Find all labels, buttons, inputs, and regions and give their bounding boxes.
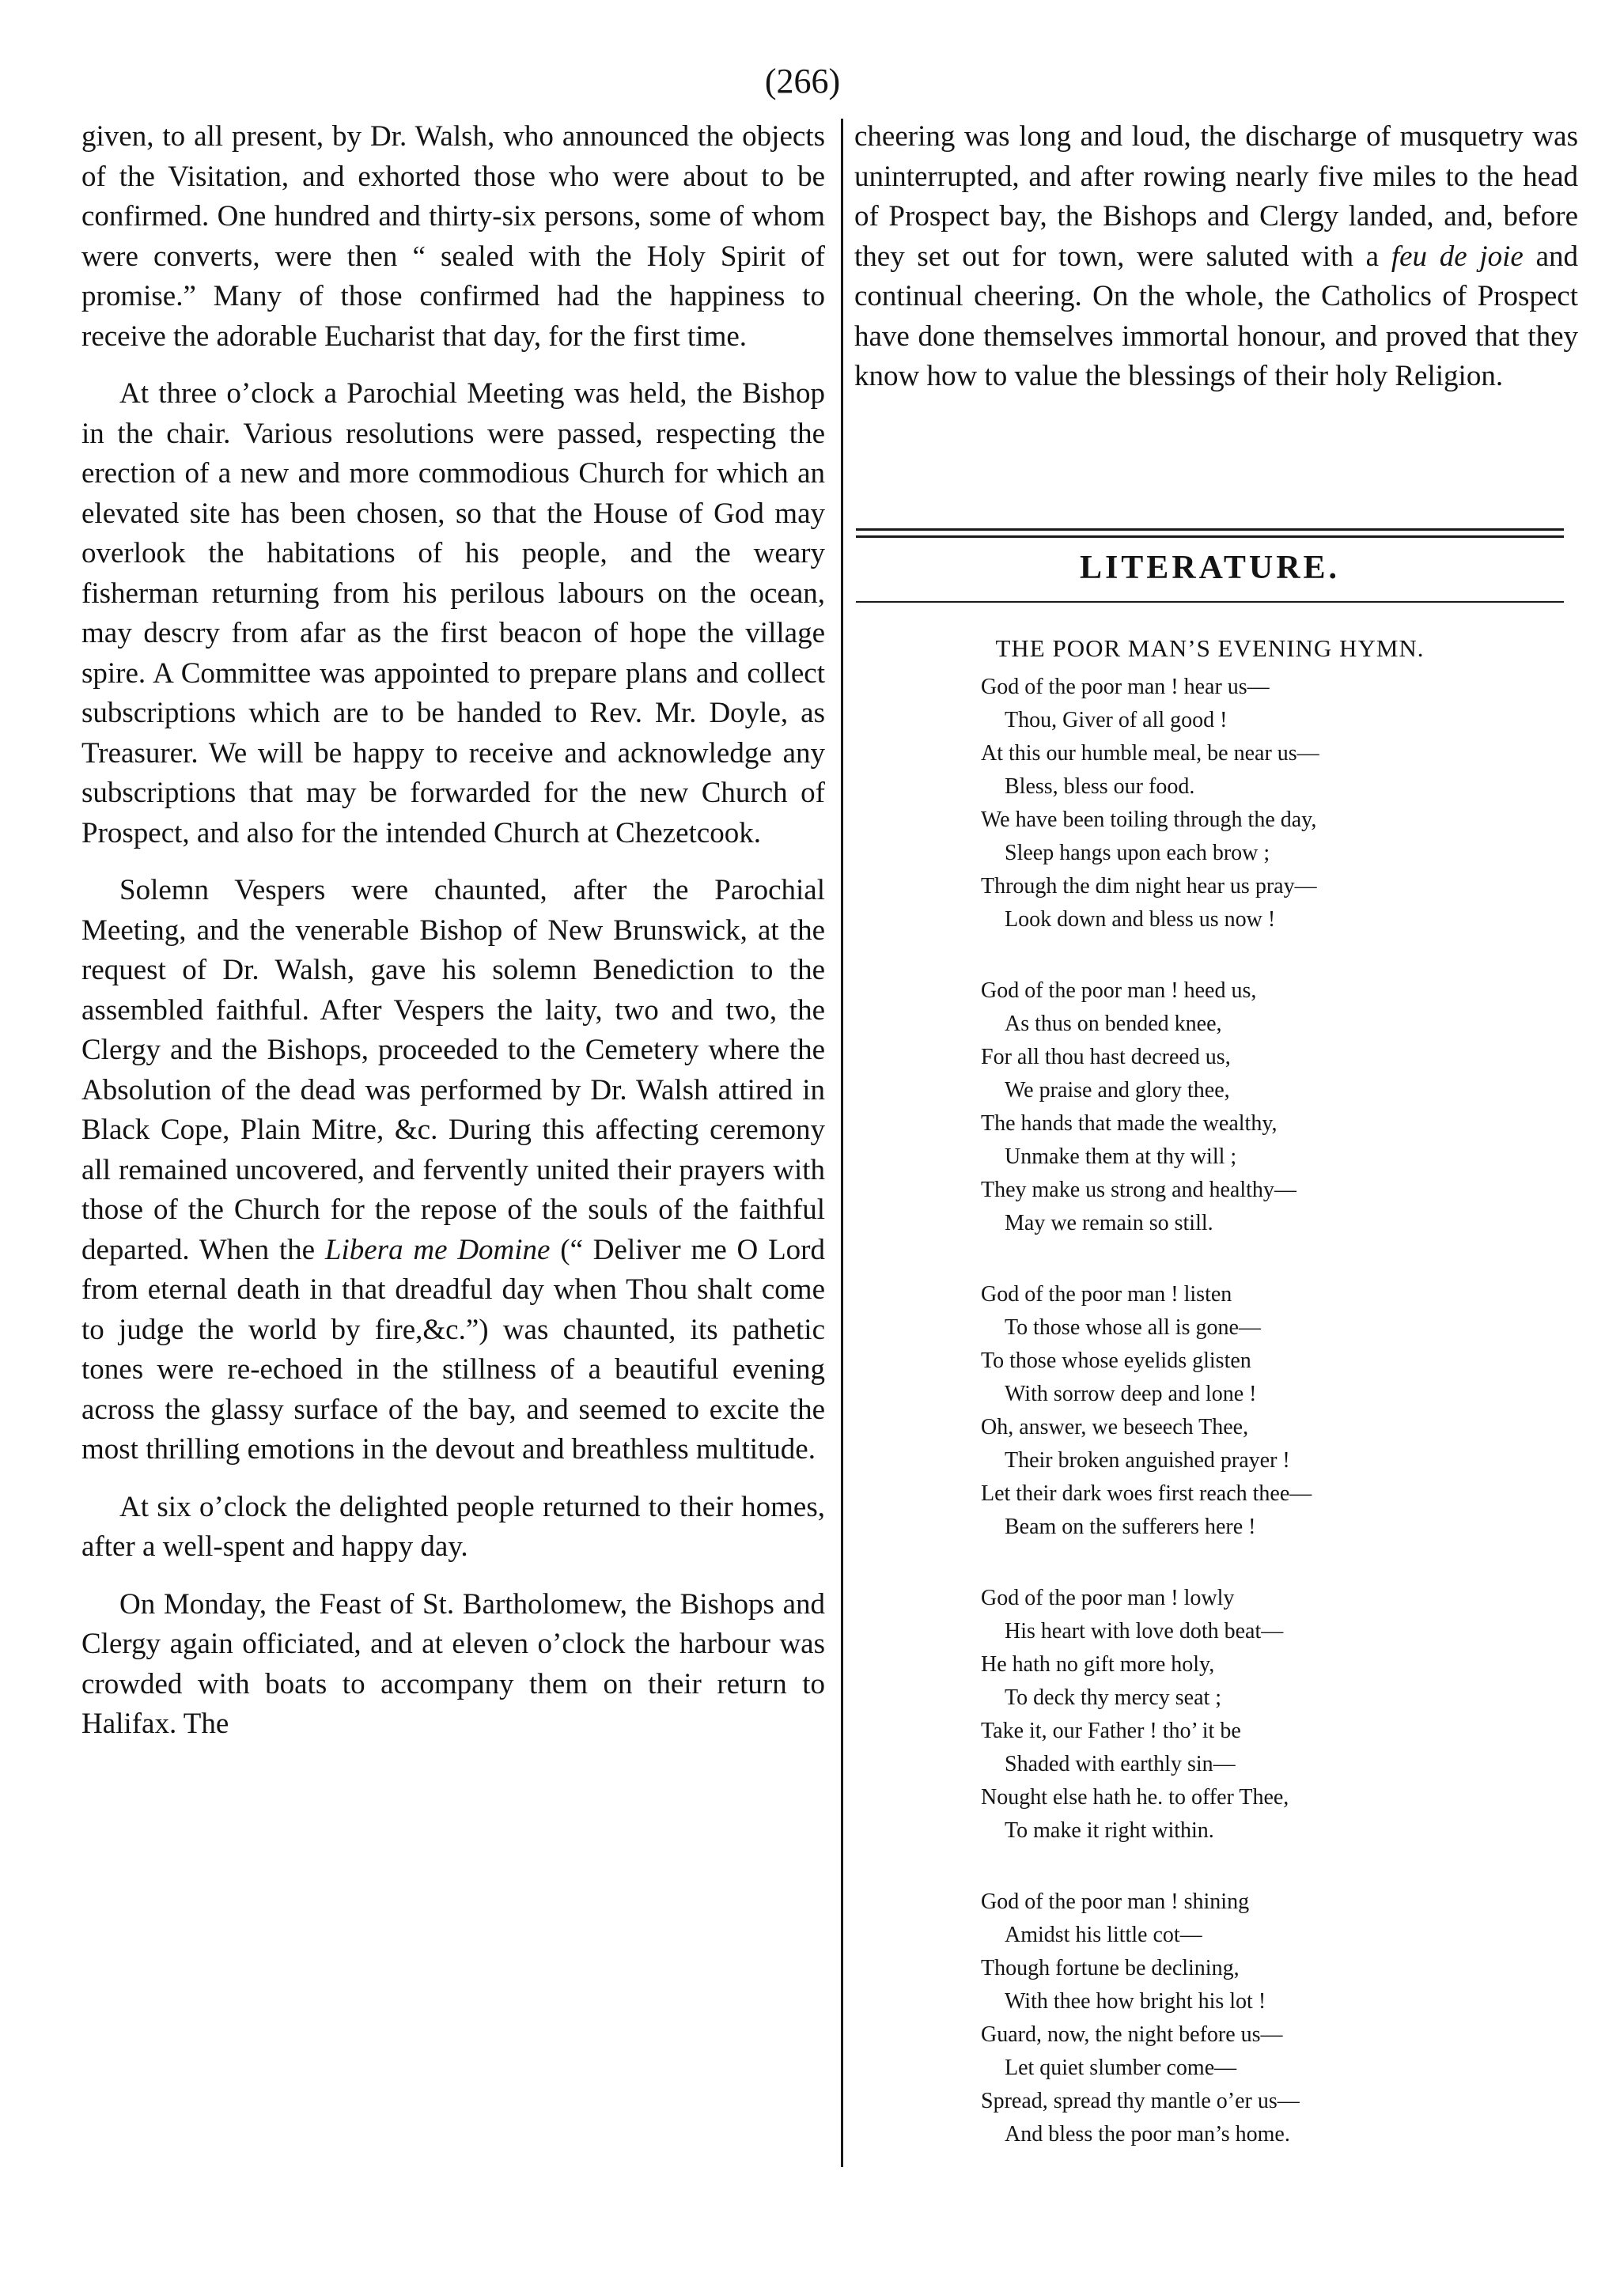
poem-title: THE POOR MAN’S EVENING HYMN. — [995, 634, 1425, 662]
left-column — [81, 117, 825, 1762]
poem-line: The hands that made the wealthy, — [981, 1111, 1278, 1136]
paragraph-cheering — [854, 117, 1578, 397]
poem-line: Though fortune be declining, — [981, 1956, 1240, 1980]
column-divider — [841, 119, 843, 2167]
poem-line: And bless the poor man’s home. — [1005, 2122, 1290, 2147]
heading-rule — [856, 601, 1564, 603]
poem-line: To deck thy mercy seat ; — [1005, 1685, 1222, 1710]
poem-line: They make us strong and healthy— — [981, 1178, 1296, 1202]
poem-line: Oh, answer, we beseech Thee, — [981, 1415, 1249, 1439]
poem-line: For all thou hast decreed us, — [981, 1045, 1231, 1069]
poem-line: Thou, Giver of all good ! — [1005, 708, 1228, 732]
poem-line: To those whose all is gone— — [1005, 1315, 1261, 1340]
page-number: (266) — [764, 62, 841, 100]
poem-stanza — [981, 671, 1582, 936]
paragraph-parochial-meeting: At three o’clock a Parochial Meeting was held, the Bishop in the chair. Various resolutions were passed, respecting the erection of a new and more commodious Church for which an elevated site has been chosen, so that the House of God may overlook the habitations of his people, and the weary fisherman returning from his perilous labours on the ocean, may descry from afar as the first beacon of hope the village spire. A Committee was appointed to prepare plans and collect subscriptions which are to be handed to Rev. Mr. Doyle, as Treasurer. We will be happy to receive and acknowledge any subscriptions that may be forwarded for the new Church of Prospect, and also for the intended Church at Chezetcook. — [81, 377, 825, 849]
poem-line: Nought else hath he. to offer Thee, — [981, 1785, 1289, 1810]
section-divider — [856, 528, 1564, 538]
poem-stanza — [981, 1278, 1582, 1544]
poem-line: Let their dark woes first reach thee— — [981, 1481, 1312, 1506]
poem-line: To those whose eyelids glisten — [981, 1348, 1251, 1373]
poem-line: Amidst his little cot— — [1005, 1923, 1202, 1947]
poem-line: Spread, spread thy mantle o’er us— — [981, 2089, 1300, 2113]
poem-line: Beam on the sufferers here ! — [1005, 1515, 1256, 1539]
poem-stanza — [981, 974, 1582, 1240]
poem-stanza — [981, 1886, 1582, 2151]
poem-line: May we remain so still. — [1005, 1211, 1213, 1235]
paragraph-confirmation: given, to all present, by Dr. Walsh, who announced the objects of the Visitation, and exhorted those who were about to be confirmed. One hundred and thirty-six persons, some of whom were converts, were then “ sealed with the Holy Spirit of promise.” Many of those confirmed had the happiness to receive the adorable Eucharist that day, for the first time. — [81, 120, 825, 353]
poem-line: We have been toiling through the day, — [981, 808, 1317, 832]
poem-line: With thee how bright his lot ! — [1005, 1989, 1266, 2014]
poem-line: With sorrow deep and lone ! — [1005, 1382, 1257, 1406]
poem-line: We praise and glory thee, — [1005, 1078, 1230, 1103]
paragraph-return-home: At six o’clock the delighted people returned to their homes, after a well-spent and happy day. — [81, 1490, 825, 1563]
cheering-continued: and continual cheering. On the whole, the Catholics of Prospect have done themselves immortal honour, and proved that they know how to value the blessings of their holy Religion. — [854, 240, 1578, 392]
libera-me-phrase: Libera me Domine — [324, 1233, 551, 1266]
poem-line: Look down and bless us now ! — [1005, 907, 1276, 932]
poem-line: God of the poor man ! lowly — [981, 1586, 1235, 1610]
poem-line: Guard, now, the night before us— — [981, 2022, 1283, 2047]
poem-line: Shaded with earthly sin— — [1005, 1752, 1236, 1776]
vespers-continued: (“ Deliver me O Lord from eternal death in that dreadful day when Thou shalt come to judge the world by fire,&c.”) was chaunted, its pathetic tones were re-echoed in the stillness of a beautiful evening across the glassy surface of the bay, and seemed to excite the most thrilling emotions in the devout and breathless multitude. — [81, 1233, 825, 1466]
poem-line: He hath no gift more holy, — [981, 1652, 1215, 1677]
poem-line: Sleep hangs upon each brow ; — [1005, 841, 1270, 865]
poem-line: Their broken anguished prayer ! — [1005, 1448, 1290, 1473]
poem-stanza — [981, 1582, 1582, 1848]
poem-line: At this our humble meal, be near us— — [981, 741, 1319, 766]
poem-line: To make it right within. — [1005, 1818, 1214, 1843]
poem-line: His heart with love doth beat— — [1005, 1619, 1284, 1644]
poem-line: God of the poor man ! listen — [981, 1282, 1232, 1307]
poem-line: As thus on bended knee, — [1005, 1012, 1222, 1036]
paragraph-monday: On Monday, the Feast of St. Bartholomew, the Bishops and Clergy again officiated, and at eleven o’clock the harbour was crowded with boats to accompany them on their return to Halifax. The — [81, 1587, 825, 1740]
poem-line: God of the poor man ! shining — [981, 1889, 1250, 1914]
poem-line: Take it, our Father ! tho’ it be — [981, 1719, 1241, 1743]
cheering-text: cheering was long and loud, the discharge of musquetry was uninterrupted, and after rowing nearly five miles to the head of Prospect bay, the Bishops and Clergy landed, and, before they set out for town, were saluted with a — [854, 120, 1578, 273]
poem-line: Bless, bless our food. — [1005, 774, 1195, 799]
poem — [981, 671, 1582, 2189]
poem-line: God of the poor man ! hear us— — [981, 675, 1270, 699]
vespers-text: Solemn Vespers were chaunted, after the Parochial Meeting, and the venerable Bishop of New Brunswick, at the request of Dr. Walsh, gave his solemn Benediction to the assembled faithful. After Vespers the laity, two and two, the Clergy and the Bishops, proceeded to the Cemetery where the Absolution of the dead was performed by Dr. Walsh attired in Black Cope, Plain Mitre, &c. During this affecting ceremony all remained uncovered, and fervently united their prayers with those of the Church for the repose of the souls of the faithful departed. When the — [81, 874, 825, 1266]
poem-line: God of the poor man ! heed us, — [981, 978, 1257, 1003]
feu-de-joie-phrase: feu de joie — [1391, 240, 1524, 273]
right-column — [854, 117, 1578, 397]
poem-line: Let quiet slumber come— — [1005, 2056, 1237, 2080]
poem-line: Through the dim night hear us pray— — [981, 874, 1317, 898]
paragraph-vespers — [81, 871, 825, 1470]
section-heading-literature: LITERATURE. — [1079, 550, 1341, 586]
poem-line: Unmake them at thy will ; — [1005, 1144, 1237, 1169]
